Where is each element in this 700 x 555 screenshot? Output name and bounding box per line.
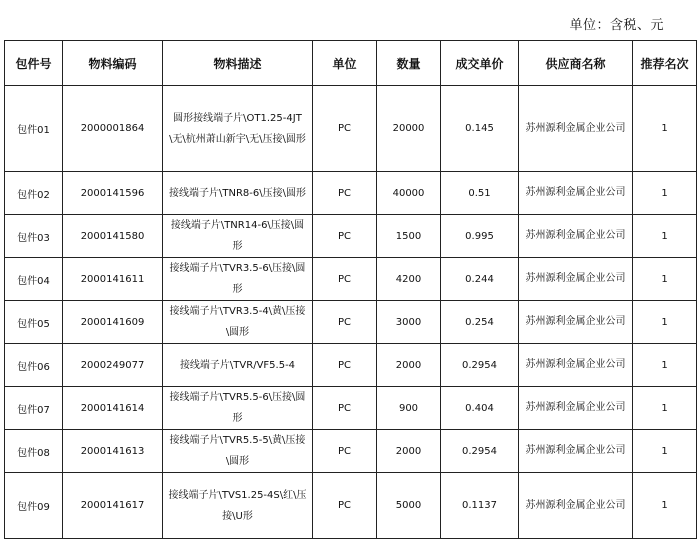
- unit-price: 0.1137: [441, 473, 519, 539]
- material-code: 2000249077: [63, 344, 163, 387]
- award-table: [4, 40, 697, 539]
- unit-price: 0.145: [441, 86, 519, 172]
- quantity: 40000: [377, 172, 441, 215]
- header-package-no: 包件号: [5, 41, 63, 86]
- unit: PC: [313, 215, 377, 258]
- quantity: 3000: [377, 301, 441, 344]
- table-row: [5, 215, 697, 258]
- unit-price: 0.995: [441, 215, 519, 258]
- supplier-name: 苏州源利金属企业公司: [519, 172, 633, 215]
- rank: 1: [633, 430, 697, 473]
- quantity: 2000: [377, 344, 441, 387]
- material-desc: 接线端子片\TNR14-6\压接\圆形: [163, 215, 313, 258]
- unit-price: 0.2954: [441, 344, 519, 387]
- rank: 1: [633, 473, 697, 539]
- header-material-code: 物料编码: [63, 41, 163, 86]
- unit: PC: [313, 387, 377, 430]
- unit: PC: [313, 258, 377, 301]
- material-code: 2000141613: [63, 430, 163, 473]
- package-no: 包件01: [5, 86, 63, 172]
- supplier-name: 苏州源利金属企业公司: [519, 301, 633, 344]
- package-no: 包件09: [5, 473, 63, 539]
- table-row: [5, 344, 697, 387]
- header-material-desc: 物料描述: [163, 41, 313, 86]
- rank: 1: [633, 172, 697, 215]
- table-row: [5, 172, 697, 215]
- header-unit: 单位: [313, 41, 377, 86]
- material-desc: 接线端子片\TVR5.5-6\压接\圆形: [163, 387, 313, 430]
- unit: PC: [313, 86, 377, 172]
- supplier-name: 苏州源利金属企业公司: [519, 258, 633, 301]
- quantity: 20000: [377, 86, 441, 172]
- unit-price: 0.254: [441, 301, 519, 344]
- table-row: [5, 473, 697, 539]
- quantity: 4200: [377, 258, 441, 301]
- unit-price: 0.244: [441, 258, 519, 301]
- unit: PC: [313, 344, 377, 387]
- rank: 1: [633, 258, 697, 301]
- header-unit-price: 成交单价: [441, 41, 519, 86]
- material-desc: 圆形接线端子片\OT1.25-4JT\无\杭州萧山新宇\无\压接\圆形: [163, 86, 313, 172]
- supplier-name: 苏州源利金属企业公司: [519, 344, 633, 387]
- table-row: [5, 387, 697, 430]
- unit: PC: [313, 172, 377, 215]
- header-supplier: 供应商名称: [519, 41, 633, 86]
- package-no: 包件08: [5, 430, 63, 473]
- supplier-name: 苏州源利金属企业公司: [519, 86, 633, 172]
- package-no: 包件06: [5, 344, 63, 387]
- table-row: [5, 258, 697, 301]
- quantity: 2000: [377, 430, 441, 473]
- package-no: 包件07: [5, 387, 63, 430]
- rank: 1: [633, 301, 697, 344]
- package-no: 包件02: [5, 172, 63, 215]
- material-desc: 接线端子片\TVS1.25-4S\红\压接\U形: [163, 473, 313, 539]
- material-desc: 接线端子片\TVR3.5-4\黄\压接\圆形: [163, 301, 313, 344]
- unit: PC: [313, 301, 377, 344]
- material-code: 2000141614: [63, 387, 163, 430]
- material-code: 2000141617: [63, 473, 163, 539]
- unit: PC: [313, 430, 377, 473]
- package-no: 包件03: [5, 215, 63, 258]
- supplier-name: 苏州源利金属企业公司: [519, 215, 633, 258]
- supplier-name: 苏州源利金属企业公司: [519, 387, 633, 430]
- material-code: 2000141611: [63, 258, 163, 301]
- package-no: 包件05: [5, 301, 63, 344]
- quantity: 1500: [377, 215, 441, 258]
- unit: PC: [313, 473, 377, 539]
- material-code: 2000141596: [63, 172, 163, 215]
- material-code: 2000001864: [63, 86, 163, 172]
- table-row: [5, 301, 697, 344]
- material-desc: 接线端子片\TNR8-6\压接\圆形: [163, 172, 313, 215]
- rank: 1: [633, 344, 697, 387]
- unit-note: 单位：含税、元: [569, 18, 664, 33]
- rank: 1: [633, 215, 697, 258]
- supplier-name: 苏州源利金属企业公司: [519, 430, 633, 473]
- unit-price: 0.2954: [441, 430, 519, 473]
- material-desc: 接线端子片\TVR3.5-6\压接\圆形: [163, 258, 313, 301]
- rank: 1: [633, 86, 697, 172]
- unit-price: 0.404: [441, 387, 519, 430]
- material-desc: 接线端子片\TVR/VF5.5-4: [163, 344, 313, 387]
- material-desc: 接线端子片\TVR5.5-5\黄\压接\圆形: [163, 430, 313, 473]
- material-code: 2000141580: [63, 215, 163, 258]
- rank: 1: [633, 387, 697, 430]
- header-row: [5, 41, 697, 86]
- quantity: 900: [377, 387, 441, 430]
- package-no: 包件04: [5, 258, 63, 301]
- header-rank: 推荐名次: [633, 41, 697, 86]
- table-row: [5, 86, 697, 172]
- supplier-name: 苏州源利金属企业公司: [519, 473, 633, 539]
- header-quantity: 数量: [377, 41, 441, 86]
- material-code: 2000141609: [63, 301, 163, 344]
- table-row: [5, 430, 697, 473]
- quantity: 5000: [377, 473, 441, 539]
- unit-price: 0.51: [441, 172, 519, 215]
